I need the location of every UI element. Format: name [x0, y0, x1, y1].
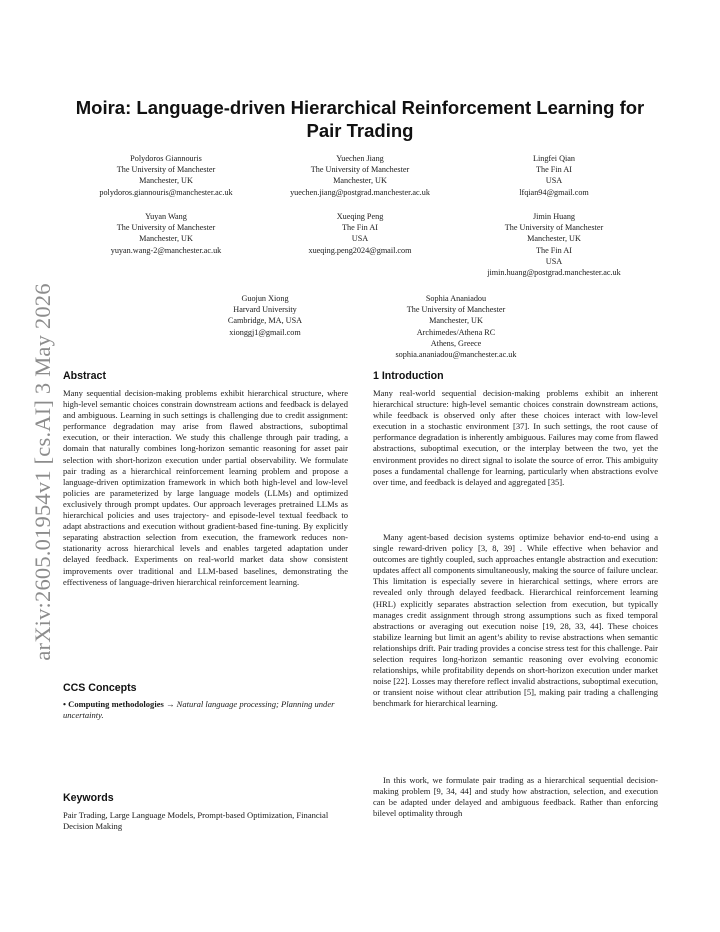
author-block	[280, 153, 440, 198]
author-block	[185, 293, 345, 338]
author-location: USA	[545, 176, 563, 186]
arxiv-identifier-stamp	[20, 254, 66, 690]
ccs-concepts-heading: CCS Concepts	[63, 682, 137, 694]
author-email[interactable]: yuechen.jiang@postgrad.manchester.ac.uk	[290, 187, 430, 197]
author-affiliation: The Fin AI	[536, 165, 572, 175]
author-name: Yuyan Wang	[145, 212, 187, 221]
author-location: Manchester, UK	[527, 234, 581, 244]
ccs-bullet: •	[63, 699, 66, 709]
ccs-category: Computing methodologies	[68, 699, 164, 709]
author-affiliation-secondary: Archimedes/Athena RC	[416, 327, 496, 337]
abstract-text: Many sequential decision-making problems exhibit hierarchical structure, where high-level semantic choices constrain downstream actions and feedback is delayed and ambiguous. Learning in such settings is challenging due to credit assignment: performance degradation may arise from flawed abstractions, suboptimal execution, or their interaction. We study this challenge through pair trading, a domain that naturally combines long-horizon semantic reasoning for asset pair selection with short-horizon execution under partial observability. We formulate pair trading as a hierarchical reinforcement learning problem and propose a language-driven optimization framework in which both high-level and low-level policies are parameterized by large language models (LLMs) and optimized exclusively through prompt updates. Our approach leverages pretrained LLMs as hierarchical policies and uses trajectory- and episode-level textual feedback to adapt abstractions and execution without gradient-based fine-tuning. By explicitly separating abstraction selection from execution, the framework reduces non-stationarity across hierarchical levels and enables targeted adaptation under delayed feedback. Experiments on real-world market data show consistent improvements over traditional and LLM-based baselines, demonstrating the effectiveness of language-driven hierarchical reinforcement learning.	[63, 388, 348, 587]
author-name: Sophia Ananiadou	[425, 294, 487, 303]
author-email[interactable]: sophia.ananiadou@manchester.ac.uk	[395, 350, 517, 360]
author-email[interactable]: lfqian94@gmail.com	[519, 187, 589, 197]
author-location-secondary: Athens, Greece	[430, 338, 482, 348]
author-name: Xueqing Peng	[336, 212, 384, 221]
keywords-text: Pair Trading, Large Language Models, Prompt-based Optimization, Financial Decision Making	[63, 810, 329, 832]
author-block	[376, 293, 536, 360]
author-location: Manchester, UK	[429, 316, 483, 326]
author-name: Yuechen Jiang	[336, 154, 384, 163]
author-location: Cambridge, MA, USA	[227, 316, 303, 326]
ccs-arrow: →	[165, 699, 175, 709]
author-location-secondary: USA	[545, 256, 563, 266]
author-affiliation: The Fin AI	[342, 223, 378, 233]
author-block	[86, 153, 246, 198]
author-name: Polydoros Giannouris	[130, 154, 202, 163]
author-email[interactable]: polydoros.giannouris@manchester.ac.uk	[99, 187, 233, 197]
introduction-paragraph: Many real-world sequential decision-making problems exhibit an inherent hierarchical structure: high-level semantic choices constrain downstream actions, while feedback is observed only after these choices interact with low-level execution in a stochastic environment [37]. In such settings, the root cause of performance degradation is inherently ambiguous. Failures may come from flawed abstractions, suboptimal execution, or the interplay between the two, yet the environment provides no direct signal to isolate the source of error. This ambiguity poses a fundamental challenge for learning, particularly when abstractions evolve over time, and feedback is delayed and aggregated [35].	[373, 388, 658, 487]
author-email[interactable]: xueqing.peng2024@gmail.com	[308, 245, 412, 255]
author-location: Manchester, UK	[139, 176, 193, 186]
author-affiliation: Harvard University	[233, 305, 297, 315]
author-block	[86, 211, 246, 256]
author-email[interactable]: yuyan.wang-2@manchester.ac.uk	[110, 245, 222, 255]
author-name: Guojun Xiong	[241, 294, 289, 303]
author-block	[474, 211, 634, 278]
author-block	[280, 211, 440, 256]
author-affiliation: The University of Manchester	[406, 305, 506, 315]
introduction-heading: 1 Introduction	[373, 370, 444, 382]
author-affiliation: The University of Manchester	[116, 165, 216, 175]
introduction-paragraph: In this work, we formulate pair trading as a hierarchical sequential decision-making problem [9, 34, 44] and study how abstraction, selection, and execution can be adapted under delayed and ambiguous feedback. Rather than enforcing bilevel optimality through	[373, 775, 658, 819]
author-name: Lingfei Qian	[532, 154, 576, 163]
author-email[interactable]: xionggj1@gmail.com	[229, 327, 301, 337]
author-affiliation-secondary: The Fin AI	[536, 245, 572, 255]
author-location: Manchester, UK	[139, 234, 193, 244]
paper-title: Moira: Language-driven Hierarchical Reinforcement Learning for Pair Trading	[75, 97, 645, 141]
author-name: Jimin Huang	[532, 212, 576, 221]
author-location: Manchester, UK	[333, 176, 387, 186]
ccs-concept-list: Natural language processing; Planning under uncertainty.	[63, 699, 335, 721]
author-affiliation: The University of Manchester	[310, 165, 410, 175]
abstract-heading: Abstract	[63, 370, 106, 382]
ccs-concepts-text	[63, 699, 348, 721]
author-email[interactable]: jimin.huang@postgrad.manchester.ac.uk	[487, 268, 621, 278]
author-location: USA	[351, 234, 369, 244]
arxiv-identifier-text: arXiv:2605.01954v1 [cs.AI] 3 May 2026	[30, 283, 55, 661]
author-affiliation: The University of Manchester	[116, 223, 216, 233]
author-affiliation: The University of Manchester	[504, 223, 604, 233]
keywords-heading: Keywords	[63, 792, 114, 804]
introduction-paragraph: Many agent-based decision systems optimize behavior end-to-end using a single reward-driven policy [3, 8, 39] . While effective when behavior and outcomes are tightly coupled, such approaches entangle abstraction and execution: updates affect all components simultaneously, making the source of failure unclear. This limitation is especially severe in hierarchical settings, where errors are revealed only through delayed feedback. Hierarchical reinforcement learning (HRL) explicitly separates abstraction selection from execution, but typically manages credit assignment through strong assumptions such as fixed temporal abstractions or averaging out execution noise [19, 28, 33, 44]. These choices stabilize learning but limit an agent’s ability to revise abstractions when semantic relationships drift. Pair trading provides a concise stress test for this challenge. Pair selection requires long-horizon semantic reasoning over evolving economic relationships, while profitability depends on short-horizon execution under market noise [22]. Losses may therefore reflect invalid abstractions, suboptimal execution, or transient noise without clear attribution [5], making pair trading a challenging benchmark for hierarchical learning.	[373, 532, 658, 709]
author-block	[474, 153, 634, 198]
